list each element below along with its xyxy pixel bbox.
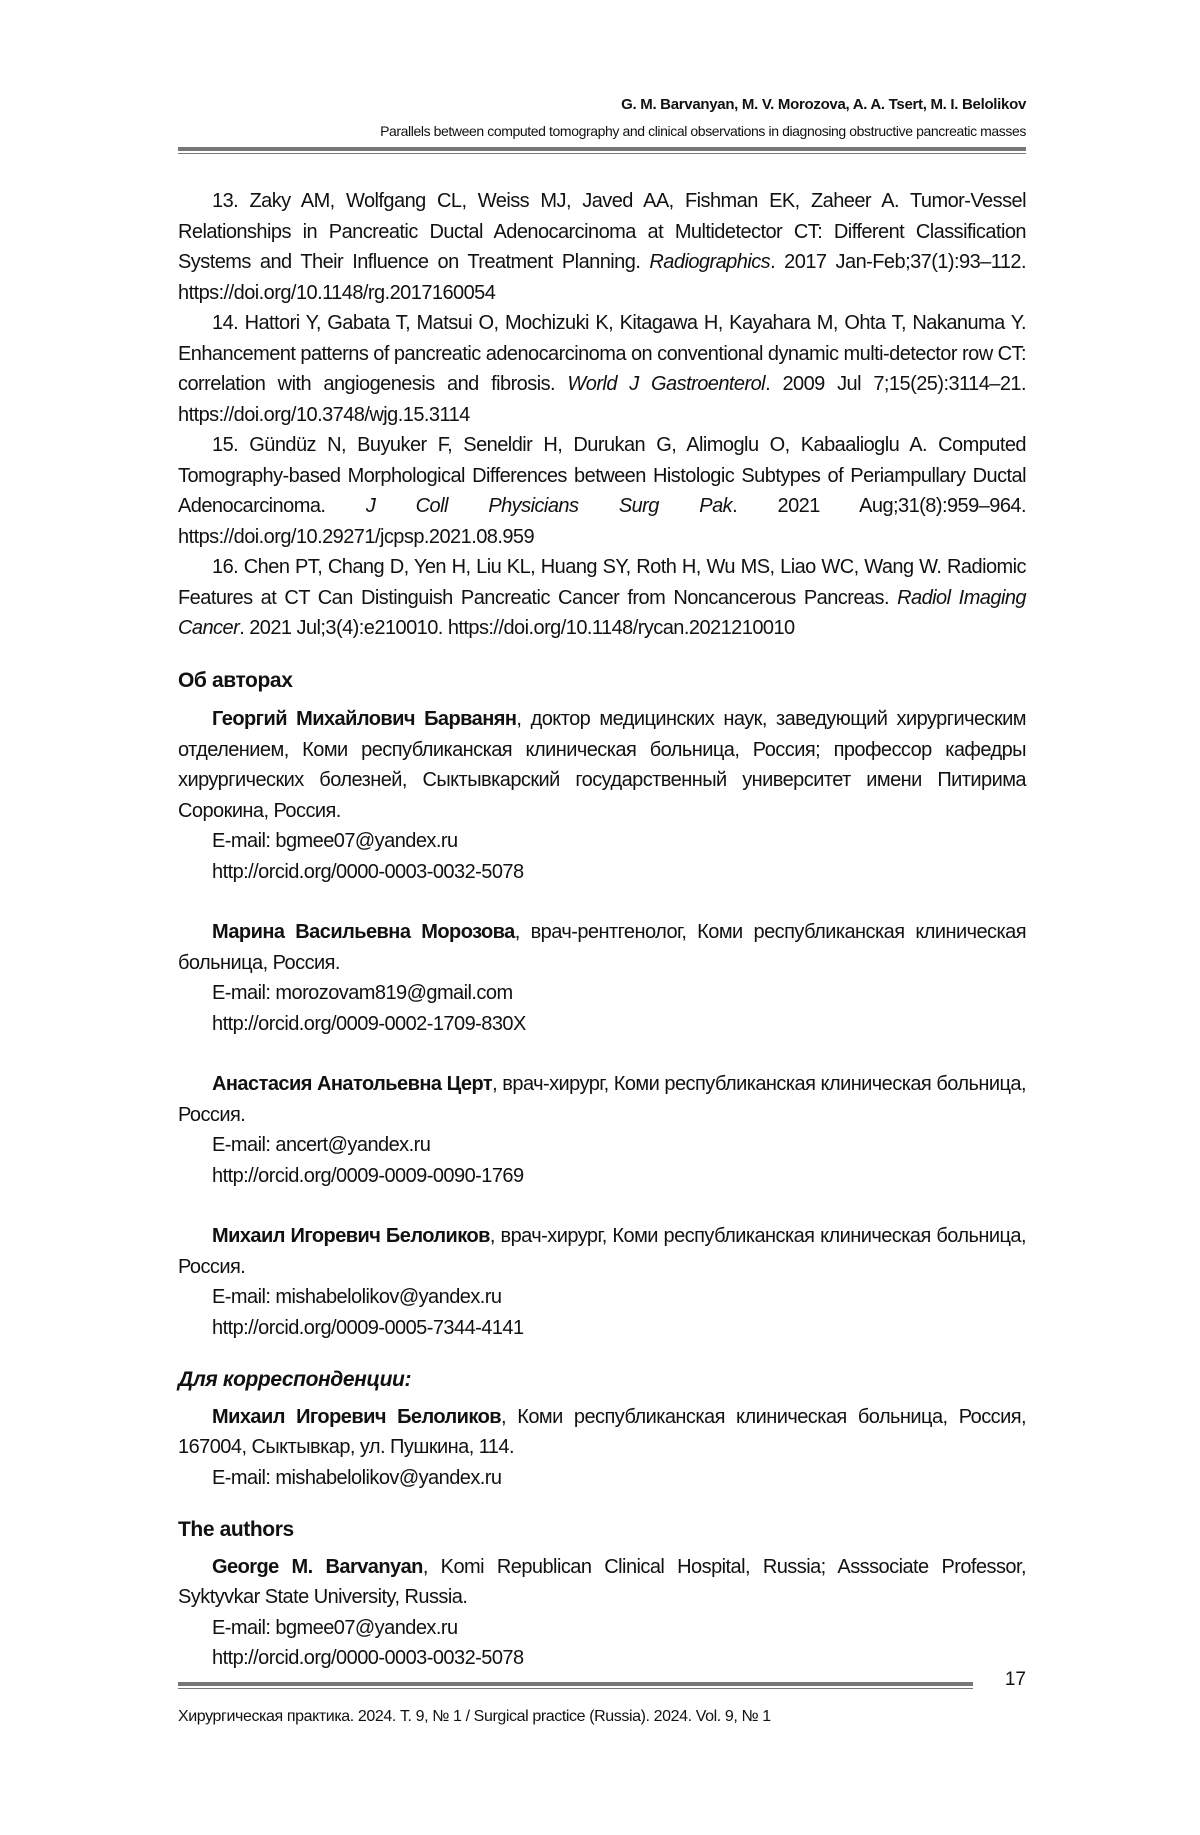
author-orcid: http://orcid.org/0009-0005-7344-4141 [212,1316,524,1339]
reference-16 [178,552,1026,644]
author-email: E-mail: mishabelolikov@yandex.ru [212,1466,502,1489]
author-affiliation: , врач-хирург, Коми республиканская клиническая больница, Россия. [178,1225,1026,1278]
author-name: Михаил Игоревич Белоликов [212,1405,502,1428]
author-name: Георгий Михайлович Барванян [212,708,517,730]
footer-rule-thin [178,1688,973,1689]
reference-journal: Radiographics [649,251,771,273]
running-header-authors: G. M. Barvanyan, M. V. Morozova, A. A. Tsert, M. I. Belolikov [621,96,1026,113]
author-block-belolikov-ru [178,1221,1026,1343]
author-affiliation: , врач-рентгенолог, Коми республиканская клиническая больница, Россия. [178,921,1026,974]
author-affiliation: , врач-хирург, Коми республиканская клиническая больница, Россия. [178,1073,1026,1126]
header-rule-thin [178,153,1026,154]
correspondence-address: , Коми республиканская клиническая больница, Россия, 167004, Сыктывкар, ул. Пушкина, 114. [178,1405,1027,1458]
author-orcid: http://orcid.org/0009-0009-0090-1769 [212,1164,524,1187]
author-name: Анастасия Анатольевна Церт [212,1073,493,1095]
reference-doi: . 2021 Aug;31(8):959–964. https://doi.org/10.29271/jcpsp.2021.08.959 [178,495,1027,548]
author-affiliation: , Komi Republican Clinical Hospital, Russia; Asssociate Professor, Syktyvkar State University, Russia. [178,1555,1026,1608]
page-number: 17 [1004,1669,1026,1690]
reference-list [178,186,1026,644]
reference-text: 13. Zaky AM, Wolfgang CL, Weiss MJ, Javed AA, Fishman EK, Zaheer A. Tumor-Vessel Relationships in Pancreatic Ductal Adenocarcinoma at Multidetector CT: Different Classification Systems and Their Influence on Treatment Planning. [178,190,1026,273]
author-block-barvanyan-ru [178,704,1026,887]
author-block-barvanyan-en [178,1552,1026,1674]
author-name: Михаил Игоревич Белоликов [212,1225,490,1247]
correspondence-block [178,1402,1026,1494]
author-orcid: http://orcid.org/0000-0003-0032-5078 [212,1647,524,1669]
author-email: E-mail: bgmee07@yandex.ru [212,1616,458,1639]
reference-journal: J Coll Physicians Surg Pak [365,495,733,517]
reference-journal: World J Gastroenterol [567,373,766,395]
header-rule-thick [178,147,1026,151]
reference-14 [178,308,1026,430]
reference-doi: . 2021 Jul;3(4):e210010. https://doi.org/10.1148/rycan.2021210010 [239,617,795,639]
author-orcid: http://orcid.org/0009-0002-1709-830X [212,1012,526,1035]
section-heading-about-authors-ru: Об авторах [178,668,293,692]
section-heading-correspondence: Для корреспонденции: [178,1368,412,1391]
reference-15 [178,430,1026,552]
section-heading-the-authors-en: The authors [178,1518,294,1541]
reference-text: 16. Chen PT, Chang D, Yen H, Liu KL, Huang SY, Roth H, Wu MS, Liao WC, Wang W. Radiomic Features at CT Can Distinguish Pancreatic Cancer from Noncancerous Pancreas. [178,556,1026,609]
footer-rule-thick [178,1682,973,1686]
author-email: E-mail: morozovam819@gmail.com [212,982,513,1004]
author-affiliation: , доктор медицинских наук, заведующий хирургическим отделением, Коми республиканская клиническая больница, Россия; профессор кафедры хирургических болезней, Сыктывкарский государственный университет имени Питирима Сорокина, Россия. [178,708,1027,822]
author-name: George M. Barvanyan [212,1555,423,1578]
author-email: E-mail: mishabelolikov@yandex.ru [212,1286,502,1308]
author-email: E-mail: bgmee07@yandex.ru [212,830,458,852]
author-email: E-mail: ancert@yandex.ru [212,1134,431,1156]
author-name: Марина Васильевна Морозова [212,921,515,943]
author-block-tsert-ru [178,1069,1026,1191]
author-block-morozova-ru [178,917,1026,1039]
author-orcid: http://orcid.org/0000-0003-0032-5078 [212,860,524,883]
reference-text: 14. Hattori Y, Gabata T, Matsui O, Mochizuki K, Kitagawa H, Kayahara M, Ohta T, Nakanuma Y. Enhancement patterns of pancreatic adenocarcinoma on conventional dynamic multi-detector row CT: correlation with angiogenesis and fibrosis. [178,312,1026,395]
reference-13 [178,186,1026,308]
footer-journal-citation: Хирургическая практика. 2024. Т. 9, № 1 / Surgical practice (Russia). 2024. Vol. 9, № 1 [178,1708,771,1725]
reference-doi: . 2017 Jan-Feb;37(1):93–112. https://doi.org/10.1148/rg.2017160054 [178,251,1026,304]
reference-journal: Radiol Imaging Cancer [178,586,1026,639]
reference-text: 15. Gündüz N, Buyuker F, Seneldir H, Durukan G, Alimoglu O, Kabaalioglu A. Computed Tomography-based Morphological Differences between Histologic Subtypes of Periampullary Ductal Adenocarcinoma. [178,434,1026,517]
running-header-title: Parallels between computed tomography and clinical observations in diagnosing obstructive pancreatic masses [380,123,1026,139]
reference-doi: . 2009 Jul 7;15(25):3114–21. https://doi.org/10.3748/wjg.15.3114 [178,373,1026,426]
page-body [178,186,1026,1674]
